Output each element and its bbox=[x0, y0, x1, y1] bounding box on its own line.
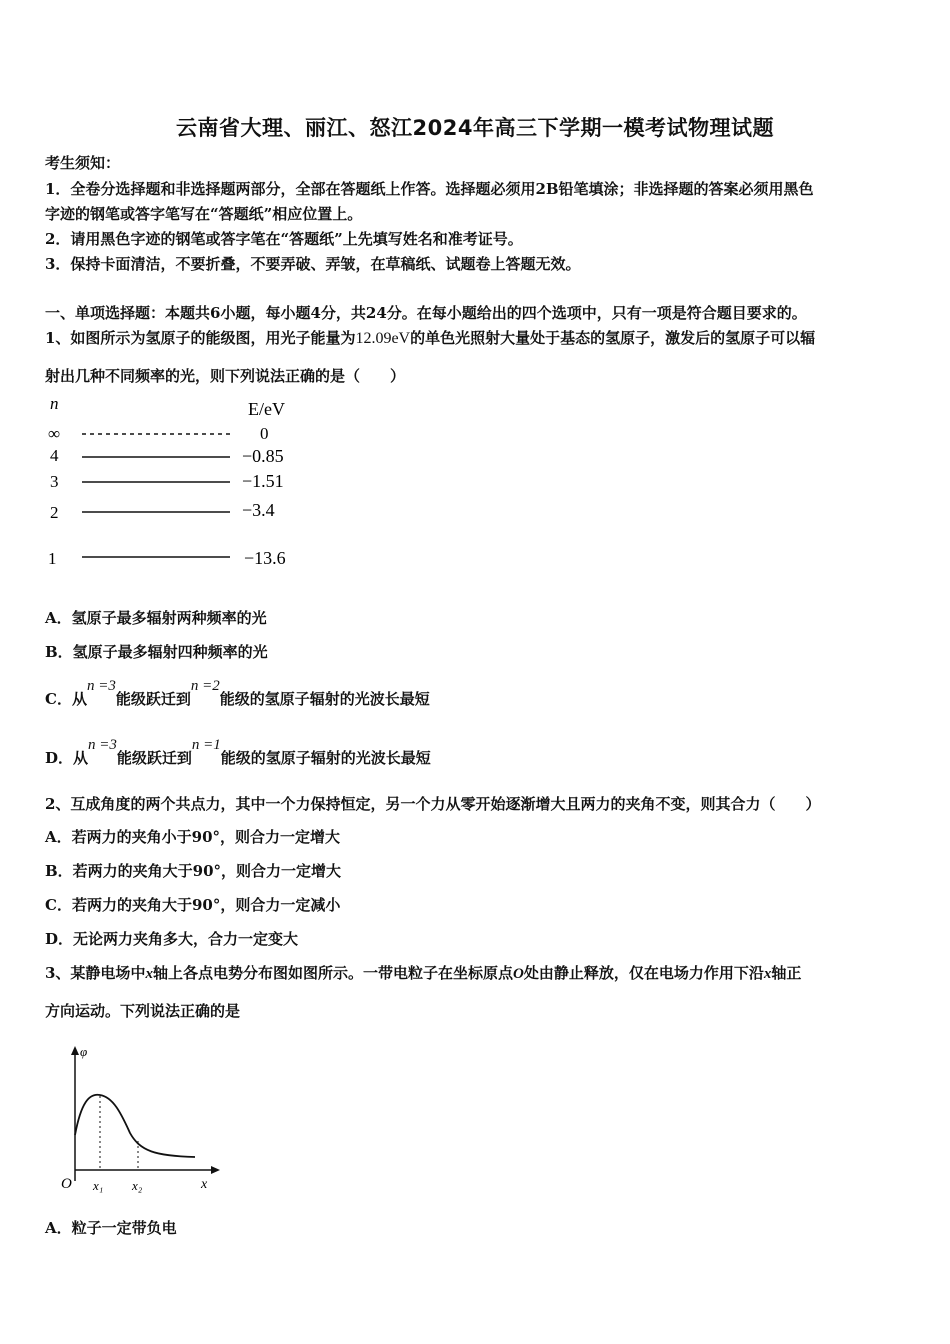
photon-energy: 12.09eV bbox=[355, 330, 411, 347]
notice-item: 3．保持卡面清洁，不要折叠，不要弄破、弄皱，在草稿纸、试题卷上答题无效。 bbox=[45, 255, 581, 273]
page-title: 云南省大理、丽江、怒江2024年高三下学期一模考试物理试题 bbox=[176, 116, 774, 140]
level-n: 2 bbox=[50, 503, 59, 522]
level-energy: −0.85 bbox=[242, 446, 284, 466]
level-energy: −13.6 bbox=[244, 548, 286, 568]
option-d: D．无论两力夹角多大，合力一定变大 bbox=[45, 930, 299, 948]
option-a: A．粒子一定带负电 bbox=[45, 1219, 177, 1237]
energy-axis-label: E/eV bbox=[248, 399, 285, 419]
level-n: 1 bbox=[48, 549, 57, 568]
question-1-stem: 1、如图所示为氢原子的能级图，用光子能量为12.09eV的单色光照射大量处于基态的氢原子，激发后的氢原子可以辐 bbox=[45, 329, 816, 347]
notice-item: 2．请用黑色字迹的钢笔或答字笔在“答题纸”上先填写姓名和准考证号。 bbox=[45, 230, 523, 248]
x1-label: x₁ bbox=[93, 1178, 104, 1193]
option-c: C．从n =3能级跃迁到n =2能级的氢原子辐射的光波长最短 bbox=[45, 678, 430, 708]
phi-axis-arrow bbox=[71, 1046, 79, 1055]
question-1-stem-cont: 射出几种不同频率的光，则下列说法正确的是（ ） bbox=[45, 367, 406, 385]
notice-heading: 考生须知： bbox=[45, 154, 121, 172]
potential-graph bbox=[55, 1043, 225, 1195]
section-heading: 一、单项选择题：本题共6小题，每小题4分，共24分。在每小题给出的四个选项中，只有一项是符合题目要求的。 bbox=[45, 304, 807, 322]
option-a: A．若两力的夹角小于90°，则合力一定增大 bbox=[45, 828, 341, 846]
question-3-stem: 3、某静电场中x轴上各点电势分布图如图所示。一带电粒子在坐标原点O处由静止释放，仅在电场力作用下沿x轴正 bbox=[45, 964, 802, 982]
question-2-stem: 2、互成角度的两个共点力，其中一个力保持恒定，另一个力从零开始逐渐增大且两力的夹角不变，则其合力（ ） bbox=[45, 795, 821, 813]
energy-level-diagram bbox=[40, 392, 310, 577]
n-axis-label: n bbox=[50, 394, 59, 413]
question-3-stem-cont: 方向运动。下列说法正确的是 bbox=[45, 1002, 241, 1020]
level-energy: −1.51 bbox=[242, 471, 284, 491]
x2-label: x₂ bbox=[132, 1178, 143, 1193]
notice-item: 1．全卷分选择题和非选择题两部分，全部在答题纸上作答。选择题必须用2B铅笔填涂；非选择题的答案必须用黑色 bbox=[45, 180, 814, 198]
level-energy: 0 bbox=[260, 424, 269, 443]
option-a: A．氢原子最多辐射两种频率的光 bbox=[45, 609, 267, 627]
option-b: B．氢原子最多辐射四种频率的光 bbox=[45, 643, 268, 661]
option-b: B．若两力的夹角大于90°，则合力一定增大 bbox=[45, 862, 342, 880]
level-n: ∞ bbox=[48, 424, 61, 443]
option-c: C．若两力的夹角大于90°，则合力一定减小 bbox=[45, 896, 341, 914]
potential-curve bbox=[75, 1095, 195, 1157]
phi-label: φ bbox=[80, 1044, 88, 1059]
notice-item: 字迹的钢笔或答字笔写在“答题纸”相应位置上。 bbox=[45, 205, 363, 223]
origin-label: O bbox=[61, 1176, 72, 1192]
x-label: x bbox=[201, 1177, 208, 1192]
level-energy: −3.4 bbox=[242, 500, 275, 520]
level-n: 4 bbox=[50, 446, 59, 465]
x-axis-arrow bbox=[211, 1166, 220, 1174]
level-n: 3 bbox=[50, 472, 59, 491]
option-d: D．从n =3能级跃迁到n =1能级的氢原子辐射的光波长最短 bbox=[45, 737, 431, 767]
